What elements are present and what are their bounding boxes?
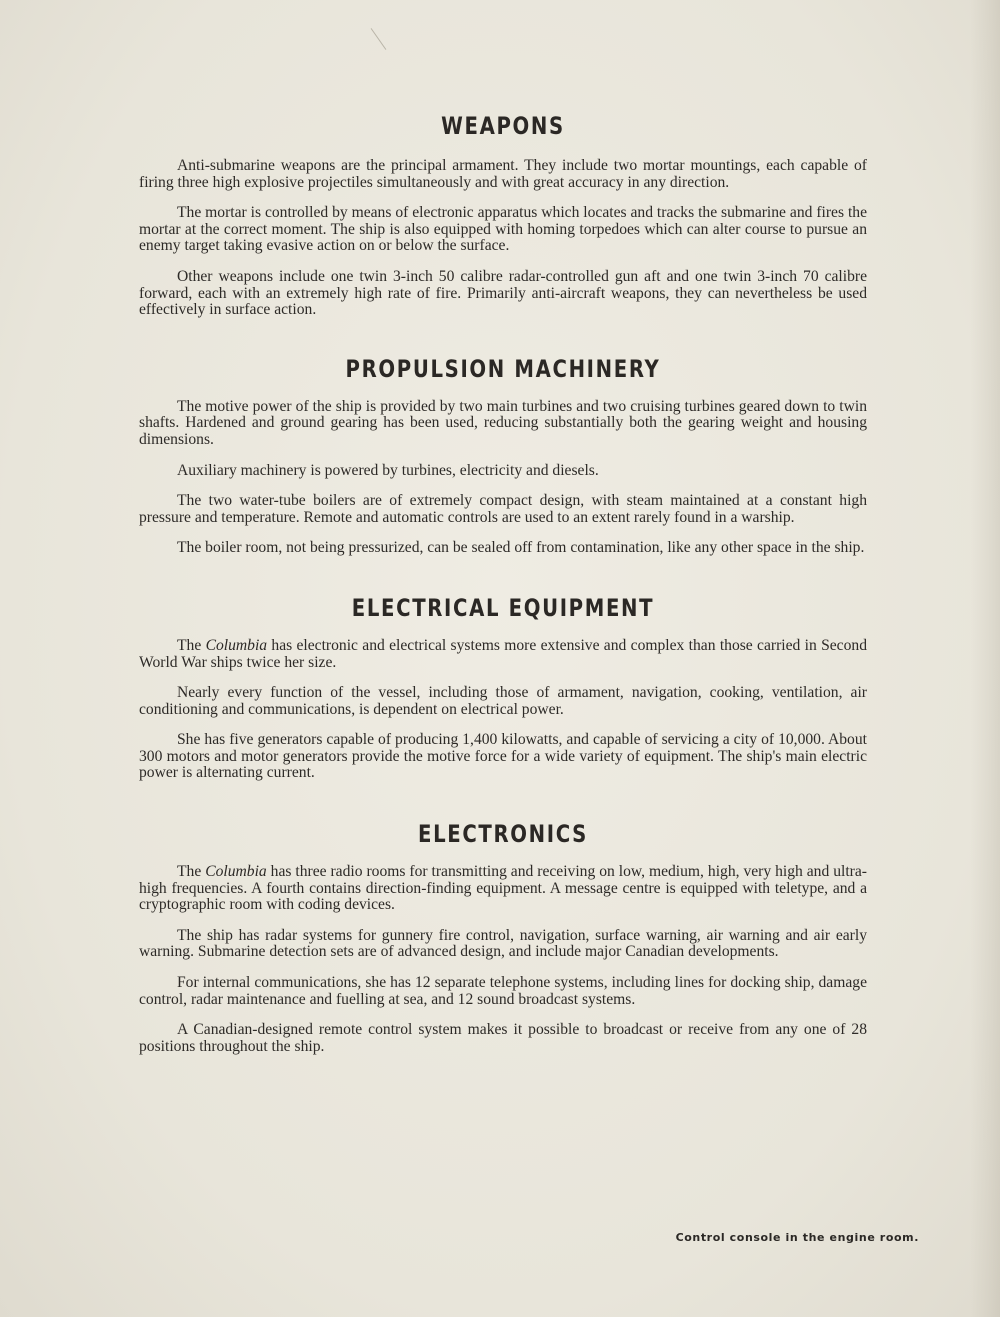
section-weapons: [139, 112, 867, 319]
section-title: ELECTRONICS: [418, 820, 588, 849]
section-title: ELECTRICAL EQUIPMENT: [351, 593, 655, 622]
paragraph: The two water-tube boilers are of extremely compact design, with steam maintained at a constant high pressure and temperature. Remote and automatic controls are used to an extent rarely found in a warship.: [139, 492, 867, 526]
paragraph: She has five generators capable of producing 1,400 kilowatts, and capable of servicing a city of 10,000. About 300 motors and motor generators provide the motive force for a wide variety of equipment. The ship's main electric power is alternating current.: [139, 731, 867, 782]
section-propulsion-machinery: [139, 355, 867, 557]
ship-name: Columbia: [205, 863, 267, 881]
page-edge-shadow: [970, 0, 1000, 1317]
section-electronics: [139, 820, 867, 1055]
paragraph: The ship has radar systems for gunnery fire control, navigation, surface warning, air warning and air early warning. Submarine detection sets are of advanced design, and include major Canadian developments.: [139, 926, 867, 961]
ship-name: Columbia: [205, 636, 268, 654]
text-prefix: The: [177, 636, 206, 654]
text-prefix: The: [177, 863, 206, 881]
paragraph: Other weapons include one twin 3-inch 50 calibre radar-controlled gun aft and one twin 3-inch 70 calibre forward, each with an extremely high rate of fire. Primarily anti-aircraft weapons, they can nevertheless be used effectively in surface action.: [139, 267, 867, 319]
paragraph: Anti-submarine weapons are the principal armament. They include two mortar mountings, each capable of firing three high explosive projectiles simultaneously and with great accuracy in any direction.: [139, 157, 867, 191]
paragraph: The motive power of the ship is provided by two main turbines and two cruising turbines geared down to twin shafts. Hardened and ground gearing has been used, reducing substantially both the gearing weight and housing dimensions.: [139, 397, 867, 448]
section-electrical-equipment: [139, 594, 867, 782]
paper-scratch: [371, 28, 387, 50]
paragraph: The boiler room, not being pressurized, can be sealed off from contamination, like any other space in the ship.: [177, 539, 865, 557]
paragraph: [139, 638, 867, 671]
section-title: WEAPONS: [441, 112, 565, 140]
paragraph: Nearly every function of the vessel, including those of armament, navigation, cooking, ventilation, air conditioning and communications, is dependent on electrical power.: [139, 684, 867, 718]
text-rest: has electronic and electrical systems more extensive and complex than those carried in Second World War ships twice her size.: [139, 636, 867, 671]
photo-caption: Control console in the engine room.: [675, 1231, 919, 1244]
paragraph: The mortar is controlled by means of electronic apparatus which locates and tracks the submarine and fires the mortar at the correct moment. The ship is also equipped with homing torpedoes which can alter course to pursue an enemy target taking evasive action on or below the surface.: [139, 204, 867, 255]
paragraph: Auxiliary machinery is powered by turbines, electricity and diesels.: [177, 461, 599, 479]
section-title: PROPULSION MACHINERY: [345, 354, 661, 383]
paragraph: [139, 864, 867, 914]
text-rest: has three radio rooms for transmitting and receiving on low, medium, high, very high and ultra-high frequencies. A fourth contains direction-finding equipment. A message centre is equipped with teletype, and a cryptographic room with coding devices.: [139, 863, 867, 914]
document-page: [139, 112, 867, 1055]
paragraph: For internal communications, she has 12 separate telephone systems, including lines for docking ship, damage control, radar maintenance and fuelling at sea, and 12 sound broadcast systems.: [139, 974, 867, 1008]
paragraph: A Canadian-designed remote control system makes it possible to broadcast or receive from any one of 28 positions throughout the ship.: [139, 1021, 867, 1055]
